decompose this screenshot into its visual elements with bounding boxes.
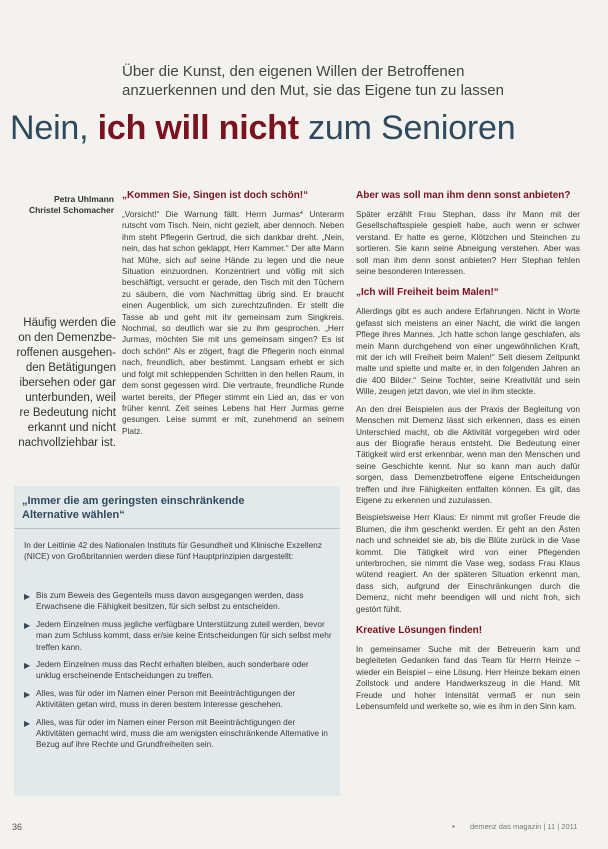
right-column: [356, 190, 580, 718]
author-byline: [14, 194, 114, 216]
pull-quote-line: erkannt und nicht: [27, 422, 116, 434]
section-heading: „Ich will Freiheit beim Malen!“: [356, 287, 499, 299]
headline: [10, 108, 608, 148]
pull-quote: [0, 316, 116, 451]
principles-list: [24, 590, 334, 757]
pull-quote-line: den Betätigungen: [25, 362, 116, 374]
triangle-bullet-icon: ▶: [24, 620, 31, 630]
journal-footer: demenz das magazin | 11 | 2011: [470, 822, 578, 831]
middle-column: [122, 190, 344, 437]
pull-quote-line: re Bedeutung nicht: [19, 407, 116, 419]
info-box-heading-line: „Immer die am geringsten einschränkende: [22, 495, 245, 507]
body-paragraph: „Vorsicht!“ Die Warnung fällt. Herrn Jurmas* Unterarm rutscht vom Tisch. Nein, nicht gezielt, aber dennoch. Neben ihm steht Pflegerin Gertrud, die sich dankbar dreht. „Nein, nein, das hat schon geklappt, Herr Kammer.“ Der alte Mann hat Mühe, sich auf seine Hände zu legen und die neue Situation einzuordnen. Konzentriert und völlig mit sich beschäftigt, versucht er gerade, den Tisch mit den Tüchern zu säubern, die vom Nachmittag übrig sind. Er braucht einen Augenblick, um sich zurechtzufinden. Er stellt die Tasse ab und geht mit ihr gemeinsam zum Singkreis. Nochmal, so deutlich war sie zu ihm gesprochen. „Herr Jurmas, möchten Sie mit uns gemeinsam singen? Es ist doch schön!“ Als er zögert, fragt die Pflegerin noch einmal nach, freundlich, aber bestimmt. Langsam erhebt er sich und folgt mit schleppenden Schritten in den hellen Raum, in dem sonst gegessen wird. Die vertraute, freundliche Runde wartet bereits, der Pfleger stimmt ein Lied an, das er von früher kennt. Zeit seines Lebens hat Herr Jurmas gerne gesungen. Leise summt er mit, zunehmend an seinem Platz.: [122, 209, 344, 436]
author-name: Petra Uhlmann: [54, 194, 114, 204]
list-item-text: Jedem Einzelnen muss das Recht erhalten bleiben, auch sonderbare oder unklug erscheinende Entscheidungen zu treffen.: [36, 659, 309, 681]
info-box-heading: [22, 494, 332, 522]
info-box-intro: In der Leitlinie 42 des Nationalen Instituts für Gesundheit und Klinische Exzellenz (NICE) von Großbritannien werden diese fünf Hauptprinzipien dargestellt:: [24, 540, 322, 562]
body-paragraph: Später erzählt Frau Stephan, dass ihr Mann mit der Gesellschaftsspiele gespielt habe, auch wenn er schwer verstand. Er hatte es gerne, Klötzchen und Steinchen zu sortieren. Sie kann seine Abneigung verstehen. Aber was soll man ihm denn sonst anbieten? Herr Stephan fehlen seine besonderen Interessen.: [356, 209, 580, 277]
body-paragraph: Allerdings gibt es auch andere Erfahrungen. Nicht in Worte gefasst sich meistens an einer Nacht, die wirkt die langen Pflege ihres Mannes. „Ich hatte schon lange geschlafen, als mein Mann durchgehend von einer ungewöhnlichen Kraft, mit der ich will Freiheit beim Malen!“ Seit diesem Zeitpunkt malte und spielte und malte er, in den folgenden Jahren an die 400 Bilder.“ Seine Tochter, seine Kreativität und sein Wille, zeugen jetzt davon, wie viel in ihm steckte.: [356, 306, 580, 397]
headline-part-1: Nein,: [10, 109, 98, 147]
list-item: [24, 717, 334, 751]
triangle-bullet-icon: ▶: [24, 592, 31, 601]
pull-quote-line: unterbunden, weil: [25, 392, 116, 404]
triangle-bullet-icon: ▶: [24, 718, 31, 728]
list-item: [24, 619, 334, 653]
body-paragraph: Beispielsweise Herr Klaus: Er nimmt mit großer Freude die Blumen, die ihm geschenkt werden. Er geht an den Ästen nach und schneidet sie ab, bis die Blüte zurück in die Vase kommt. Die Tätigkeit wird von einer Pflegenden unterbrochen, sie nimmt die Vase weg, sodass Frau Klaus wütend reagiert. An der späteren Situation erkennt man, dass sich, aufgrund der Einschränkungen durch die Demenz, nicht mehr beendigen will und nicht froh, sich gestört fühlt.: [356, 512, 580, 614]
triangle-bullet-icon: ▶: [24, 689, 31, 699]
author-name: Christel Schomacher: [28, 205, 114, 215]
list-item-text: Jedem Einzelnen muss jegliche verfügbare Unterstützung zuteil werden, bevor man zum Schluss kommt, dass er/sie keine Entscheidungen für sich selbst mehr treffen kann.: [36, 618, 332, 652]
triangle-bullet-icon: ▶: [24, 661, 31, 671]
info-box: [14, 486, 340, 796]
pull-quote-line: Häufig werden die: [23, 317, 116, 329]
folio-mark: ▪: [452, 822, 455, 831]
list-item-text: Alles, was für oder im Namen einer Person mit Beeinträchtigungen der Aktivitäten gemacht wird, muss die am wenigsten einschränkende Alternative in Bezug auf ihre Rechte und Grundfreiheiten sein.: [36, 716, 328, 750]
list-item-text: Alles, was für oder im Namen einer Person mit Beeinträchtigungen der Aktivitäten getan wird, muss in deren bestem Interesse geschehen.: [36, 687, 296, 710]
standfirst: [122, 62, 592, 100]
pull-quote-line: roffenen ausgehen-: [16, 347, 116, 359]
body-paragraph: In gemeinsamer Suche mit der Betreuerin kam und begleiteten Gedanken fand das Team für Herrn Heinze – wieder ein Beispiel – eine Lösung. Herr Heinze bekam einen Zollstock und andere Handwerkszeug in die Hand. Mit Freude und hoher Intensität vermaß er nun sein Lebensumfeld und werkelte so, wie es ihm in den Sinn kam.: [356, 644, 580, 712]
list-item-text: Bis zum Beweis des Gegenteils muss davon ausgegangen werden, dass Erwachsene die Fähigkeit besitzen, für sich selbst zu entscheiden.: [36, 590, 304, 612]
standfirst-line: anzuerkennen und den Mut, sie das Eigene tun zu lassen: [122, 82, 504, 99]
divider: [14, 528, 340, 529]
pull-quote-line: ibersehen oder gar: [19, 377, 116, 389]
pull-quote-line: nachvollziehbar ist.: [18, 437, 116, 449]
section-heading: Kreative Lösungen finden!: [356, 625, 483, 636]
list-item: [24, 590, 334, 613]
list-item: [24, 659, 334, 682]
standfirst-line: Über die Kunst, den eigenen Willen der Betroffenen: [122, 63, 465, 80]
info-box-heading-line: Alternative wählen“: [22, 509, 125, 521]
list-item: [24, 688, 334, 711]
headline-emphasis: ich will nicht: [97, 109, 299, 147]
page-number: 36: [12, 822, 23, 832]
pull-quote-line: on den Demenzbe-: [18, 332, 116, 344]
body-paragraph: An den drei Beispielen aus der Praxis der Begleitung von Menschen mit Demenz lässt sich erkennen, dass es einen Unterschied macht, ob die Aktivität vorgegeben wird oder aus der Biografie heraus entsteht. Die Bedeutung einer Tätigkeit wird erst erkennbar, wenn man den Menschen und seine Geschichte kennt. Nur so kann man auch dafür sorgen, dass Demenzbetroffene eigene Entscheidungen treffen und ihre Fähigkeiten entfalten können. Es gilt, das Eigene zu erkennen und zuzulassen.: [356, 403, 580, 505]
headline-part-3: zum Senioren: [298, 109, 516, 147]
section-heading: Aber was soll man ihm denn sonst anbieten?: [356, 190, 571, 201]
section-heading: „Kommen Sie, Singen ist doch schön!“: [122, 190, 309, 201]
